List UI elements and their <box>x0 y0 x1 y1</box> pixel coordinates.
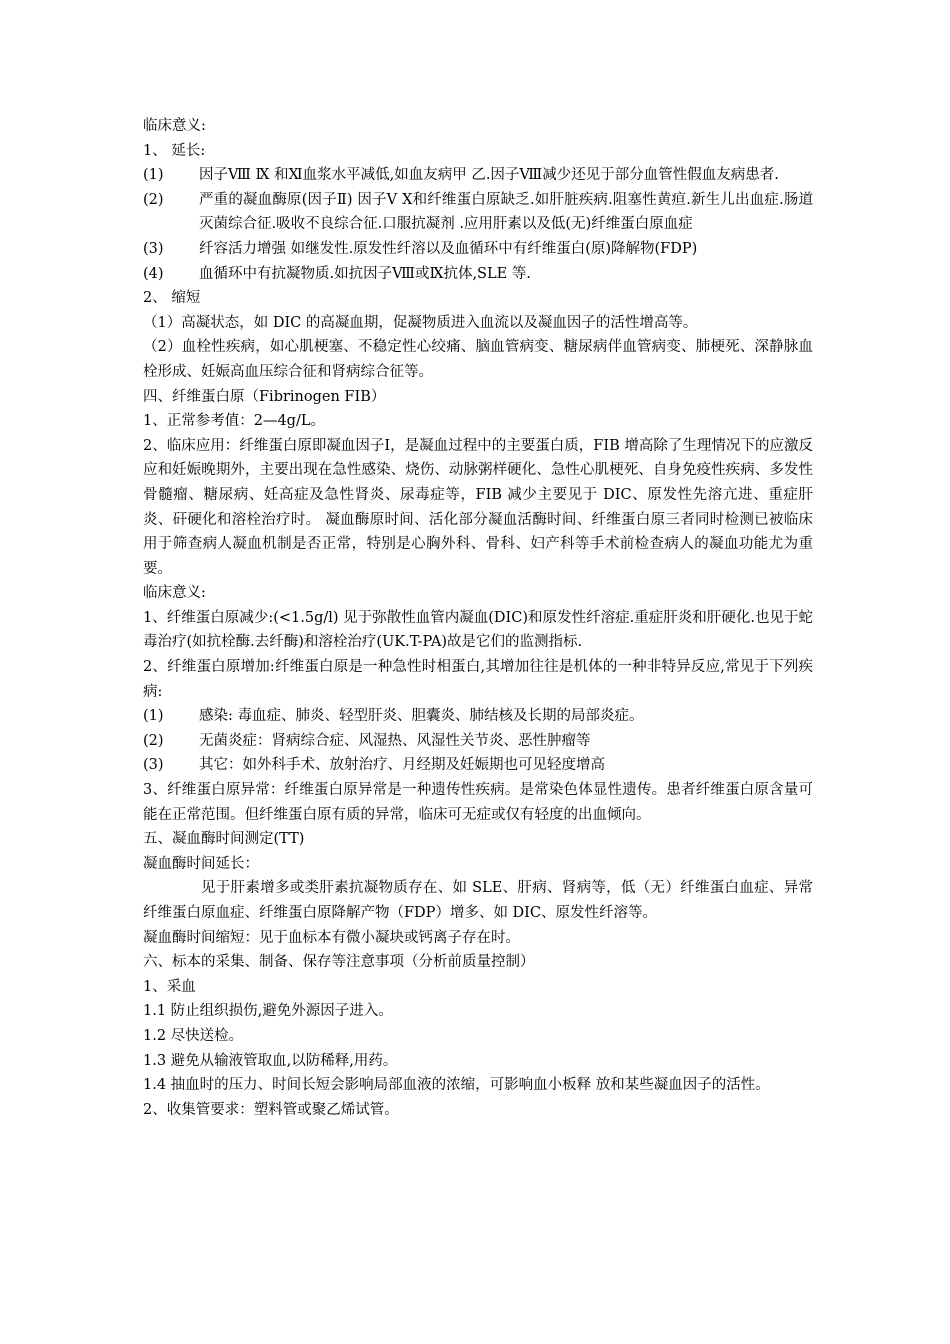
heading-specimen-notes: 六、标本的采集、制备、保存等注意事项（分析前质量控制） <box>143 954 535 971</box>
list-item <box>143 262 813 287</box>
paragraph: 1、纤维蛋白原减少:(<1.5g/l) 见于弥散性血管内凝血(DIC)和原发性纤溶症.重症肝炎和肝硬化.也见于蛇毒治疗(如抗栓酶.去纤酶)和溶栓治疗(UK.T-PA)故是它们的监测指标. <box>143 609 813 651</box>
item-text: 无菌炎症：肾病综合症、风湿热、风湿性关节炎、恶性肿瘤等 <box>199 732 591 749</box>
heading-fibrinogen: 四、纤维蛋白原（Fibrinogen FIB） <box>143 388 386 405</box>
item-text: 因子Ⅷ Ⅸ 和Ⅺ血浆水平减低,如血友病甲 乙.因子Ⅷ减少还见于部分血管性假血友病患者. <box>199 167 779 184</box>
heading-clinical-significance: 临床意义: <box>143 585 206 602</box>
item-number: (3) <box>143 240 164 257</box>
paragraph: （2）血栓性疾病，如心肌梗塞、不稳定性心绞痛、脑血管病变、糖尿病伴血管病变、肺梗死、深静脉血栓形成、妊娠高血压综合征和肾病综合征等。 <box>143 339 813 380</box>
item-number: (2) <box>143 732 164 749</box>
list-item <box>143 753 813 778</box>
item-text: 严重的凝血酶原(因子Ⅱ) 因子Ⅴ Ⅹ和纤维蛋白原缺乏.如肝脏疾病.阻塞性黄疸.新生儿出血症.肠道灭菌综合征.吸收不良综合征.口服抗凝剂 .应用肝素以及低(无)纤维蛋白原血症 <box>199 191 813 233</box>
item-number: (2) <box>143 191 164 208</box>
item-text: 血循环中有抗凝物质.如抗因子Ⅷ或Ⅸ抗体,SLE 等. <box>199 265 531 282</box>
list-item <box>143 163 813 188</box>
paragraph: 见于肝素增多或类肝素抗凝物质存在、如 SLE、肝病、肾病等，低（无）纤维蛋白血症、异常纤维蛋白原血症、纤维蛋白原降解产物（FDP）增多、如 DIC、原发性纤溶等。 <box>143 880 813 921</box>
document-body <box>143 114 813 1122</box>
item-number: (1) <box>143 167 164 184</box>
item-number: (1) <box>143 708 164 725</box>
heading-thrombin-time: 五、凝血酶时间测定(TT) <box>143 831 305 848</box>
paragraph: 1.3 避免从输液管取血,以防稀释,用药。 <box>143 1052 398 1069</box>
paragraph: 2、纤维蛋白原增加:纤维蛋白原是一种急性时相蛋白,其增加往往是机体的一种非特异反应,常见于下列疾病: <box>143 659 813 700</box>
heading-clinical-significance: 临床意义: <box>143 118 206 134</box>
list-item <box>143 704 813 729</box>
paragraph: 3、纤维蛋白原异常：纤维蛋白原异常是一种遗传性疾病。是常染色体显性遗传。患者纤维蛋白原含量可能在正常范围。但纤维蛋白原有质的异常，临床可无症或仅有轻度的出血倾向。 <box>143 782 813 823</box>
list-item <box>143 729 813 754</box>
item-text: 感染: 毒血症、肺炎、轻型肝炎、胆囊炎、肺结核及长期的局部炎症。 <box>199 708 644 725</box>
item-text: 纤容活力增强 如继发性.原发性纤溶以及血循环中有纤维蛋白(原)降解物(FDP) <box>199 240 698 257</box>
paragraph: 1.1 防止组织损伤,避免外源因子进入。 <box>143 1003 393 1020</box>
item-number: (4) <box>143 265 164 282</box>
paragraph: 凝血酶时间延长： <box>143 855 259 872</box>
paragraph: 2、收集管要求：塑料管或聚乙烯试管。 <box>143 1101 399 1118</box>
item-number: (3) <box>143 757 164 774</box>
paragraph: 1、正常参考值：2—4g/L。 <box>143 413 325 430</box>
section-shortened: 2、 缩短 <box>143 290 201 307</box>
item-text: 其它：如外科手术、放射治疗、月经期及妊娠期也可见轻度增高 <box>199 757 605 774</box>
list-item <box>143 237 813 262</box>
paragraph: （1）高凝状态，如 DIC 的高凝血期，促凝物质进入血流以及凝血因子的活性增高等。 <box>143 314 698 331</box>
paragraph: 1、采血 <box>143 978 196 995</box>
section-prolonged: 1、 延长: <box>143 142 206 159</box>
list-item <box>143 188 813 237</box>
paragraph: 1.2 尽快送检。 <box>143 1027 244 1044</box>
paragraph: 2、临床应用：纤维蛋白原即凝血因子Ⅰ，是凝血过程中的主要蛋白质，FIB 增高除了生理情况下的应激反应和妊娠晚期外，主要出现在急性感染、烧伤、动脉粥样硬化、急性心肌梗死、自身免疫性疾病、多发性骨髓瘤、糖尿病、妊高症及急性肾炎、尿毒症等，FIB 减少主要见于 DIC、原发性先溶亢进、重症肝炎、矸硬化和溶栓治疗时。 凝血酶原时间、活化部分凝血活酶时间、纤维蛋白原三者同时检测已被临床用于筛查病人凝血机制是否正常，特别是心胸外科、骨科、妇产科等手术前检查病人的凝血功能尤为重要。 <box>143 437 813 577</box>
paragraph: 凝血酶时间缩短：见于血标本有微小凝块或钙离子存在时。 <box>143 929 520 946</box>
paragraph: 1.4 抽血时的压力、时间长短会影响局部血液的浓缩，可影响血小板释 放和某些凝血因子的活性。 <box>143 1077 770 1094</box>
